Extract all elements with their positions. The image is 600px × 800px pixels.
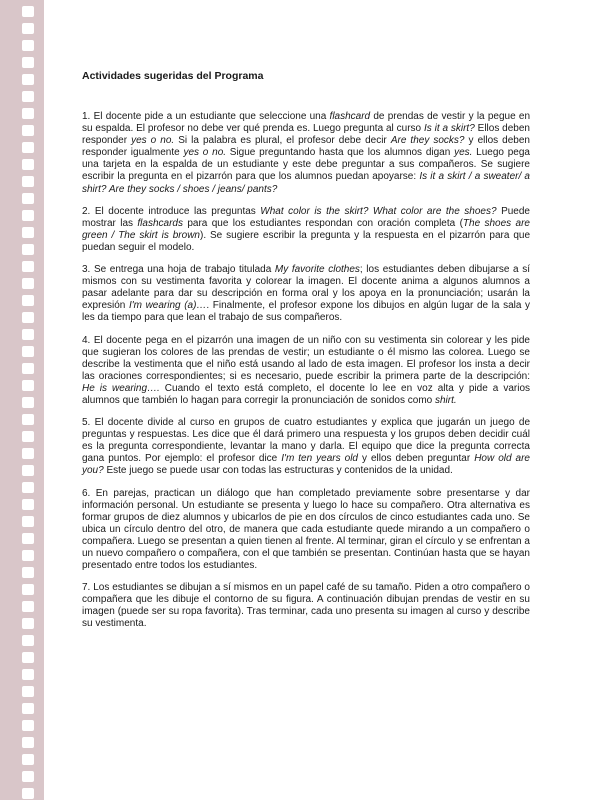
binding-hole: [22, 720, 34, 731]
activity-paragraph-5: [82, 417, 530, 477]
italic-phrase: My favorite clothes: [274, 264, 360, 276]
binding-hole: [22, 431, 34, 442]
text-run: 6. En parejas, practican un diálogo que han completado previamente sobre presentarse y dar información personal. Un estudiante se presenta y luego lo hace su compañero. Otra alternativa es formar grupos de diez alumnos y ubicarlos de pie en dos círculos de cinco estudiantes cada uno. Se ubica un círculo dentro del otro, de manera que cada estudiante quede mirando a un compañero o compañera. Luego se presentan a quien tienen al frente. Al terminar, giran el círculo y se enfrentan a un nuevo compañero o compañera, con el que también se presentan. Continúan hasta que se hayan presentado entre todos los estudiantes.: [82, 487, 530, 572]
text-run: . Finalmente, el profesor expone los dibujos en algún lugar de la sala y les da tiempo para que lean el trabajo de sus compañeros.: [82, 300, 531, 324]
binding-hole: [22, 397, 34, 408]
binding-hole: [22, 584, 34, 595]
binding-hole: [22, 516, 34, 527]
binding-hole: [22, 312, 34, 323]
binding-hole: [22, 737, 34, 748]
text-run: 7. Los estudiantes se dibujan a sí mismos en un papel café de su tamaño. Piden a otro compañero o compañera que les dibuje el contorno de su figura. A continuación dibujan prendas de vestir en su imagen (puede ser su ropa favorita). Tras terminar, cada uno presenta su imagen al curso y describe su vestimenta.: [82, 582, 530, 630]
binding-hole: [22, 40, 34, 51]
binding-hole: [22, 482, 34, 493]
binding-hole: [22, 448, 34, 459]
text-run: Luego pega una tarjeta en la espalda de un estudiante y este debe preguntar a sus compañeros. Se sugiere escribir la pregunta en el pizarrón para que los alumnos puedan apoyarse:: [82, 147, 530, 183]
text-run: y ellos deben preguntar: [357, 453, 475, 465]
text-run: para que los estudiantes respondan con oración completa (: [182, 217, 463, 229]
binding-hole: [22, 771, 34, 782]
binding-hole: [22, 550, 34, 561]
italic-phrase: How old are you?: [82, 453, 530, 477]
italic-phrase: I'm ten years old: [281, 453, 358, 465]
text-run: 4. El docente pega en el pizarrón una imagen de un niño con su vestimenta sin colorear y les pide que sugieran los colores de las prendas de vestir; un estudiante o él mismo las colorea. Luego se describe la vestimenta que el niño está usando al lado de esta imagen. El profesor los insta a decir las oraciones correspondientes; si es necesario, puede escribir la primera parte de la descripción:: [82, 334, 530, 382]
activity-paragraph-2: [82, 206, 530, 254]
binding-hole: [22, 465, 34, 476]
binding-hole: [22, 346, 34, 357]
binding-hole: [22, 227, 34, 238]
italic-phrase: The shoes are green / The skirt is brown: [82, 217, 530, 241]
italic-phrase: Are they socks?: [390, 135, 465, 147]
binding-hole: [22, 159, 34, 170]
activity-paragraph-6: [82, 488, 530, 573]
binding-hole: [22, 601, 34, 612]
binding-hole: [22, 788, 34, 799]
binding-hole: [22, 6, 34, 17]
text-run: Cuando el texto está completo, el docente lo lee en voz alta y pide a varios alumnos que también lo hagan para corregir la pronunciación de sonidos como: [82, 382, 531, 406]
text-run: y ellos deben responder igualmente: [82, 135, 530, 159]
binding-hole: [22, 686, 34, 697]
text-run: 3. Se entrega una hoja de trabajo titulada: [82, 264, 275, 276]
italic-phrase: He is wearing….: [82, 382, 160, 394]
italic-phrase: Is it a skirt?: [423, 123, 475, 135]
italic-phrase: Is it a skirt / a sweater/ a shirt? Are they socks / shoes / jeans/ pants?: [82, 171, 530, 195]
binding-hole: [22, 57, 34, 68]
document-page: [82, 70, 530, 641]
binding-hole: [22, 499, 34, 510]
italic-phrase: yes o no.: [183, 147, 227, 159]
binding-hole: [22, 176, 34, 187]
binding-hole: [22, 142, 34, 153]
binding-hole: [22, 533, 34, 544]
binding-hole: [22, 278, 34, 289]
binding-hole: [22, 380, 34, 391]
italic-phrase: flashcard: [329, 111, 371, 122]
binding-hole: [22, 703, 34, 714]
text-run: 2. El docente introduce las preguntas: [82, 205, 261, 217]
italic-phrase: shirt.: [435, 394, 457, 406]
activity-paragraph-1: [82, 111, 530, 196]
activity-paragraph-3: [82, 264, 530, 324]
binding-hole: [22, 329, 34, 340]
spiral-binding-strip: [0, 0, 44, 800]
binding-hole: [22, 567, 34, 578]
binding-hole: [22, 125, 34, 136]
italic-phrase: I'm wearing (a)…: [128, 300, 207, 312]
binding-hole: [22, 414, 34, 425]
text-run: Este juego se puede usar con todas las estructuras y contenidos de la unidad.: [103, 465, 453, 477]
binding-hole: [22, 91, 34, 102]
binding-hole: [22, 295, 34, 306]
text-run: Puede mostrar las: [82, 205, 530, 229]
italic-phrase: yes.: [454, 147, 473, 159]
text-run: de prendas de vestir y la pegue en su espalda. El profesor no debe ver qué prenda es. Luego pregunta al curso: [82, 111, 531, 135]
binding-hole: [22, 618, 34, 629]
text-run: Si la palabra es plural, el profesor debe decir: [174, 135, 391, 147]
binding-hole: [22, 754, 34, 765]
document-title: Actividades sugeridas del Programa: [82, 70, 264, 82]
binding-hole: [22, 261, 34, 272]
binding-hole: [22, 108, 34, 119]
binding-hole: [22, 652, 34, 663]
binding-hole: [22, 210, 34, 221]
binding-hole: [22, 244, 34, 255]
text-run: Ellos deben responder: [82, 123, 530, 147]
binding-hole: [22, 74, 34, 85]
text-run: 1. El docente pide a un estudiante que seleccione una: [82, 111, 330, 122]
text-run: ; los estudiantes deben dibujarse a sí mismos con su vestimenta favorita y colorear la imagen. El docente anima a algunos alumnos a pasar adelante para dar su descripción en forma oral y los apoya en la pronunciación; usarán la expresión: [82, 264, 531, 312]
binding-hole: [22, 193, 34, 204]
binding-hole: [22, 23, 34, 34]
text-run: Sigue preguntando hasta que los alumnos digan: [226, 147, 455, 159]
italic-phrase: What color is the skirt? What color are the shoes?: [260, 205, 497, 217]
italic-phrase: yes o no.: [131, 135, 175, 147]
text-run: ). Se sugiere escribir la pregunta y la respuesta en el pizarrón para que puedan seguir el modelo.: [82, 229, 530, 253]
activity-paragraph-4: [82, 335, 530, 408]
binding-hole: [22, 635, 34, 646]
activities-list: [82, 111, 530, 631]
italic-phrase: flashcards: [137, 217, 183, 229]
text-run: 5. El docente divide al curso en grupos de cuatro estudiantes y explica que jugarán un juego de preguntas y respuestas. Les dice que él dará primero una respuesta y los grupos deben decidir cuál es la pregunta correspondiente, levantar la mano y darla. El equipo que dice la pregunta correcta gana puntos. Por ejemplo: el profesor dice: [82, 417, 530, 465]
binding-hole: [22, 669, 34, 680]
binding-hole: [22, 363, 34, 374]
activity-paragraph-7: [82, 582, 530, 630]
